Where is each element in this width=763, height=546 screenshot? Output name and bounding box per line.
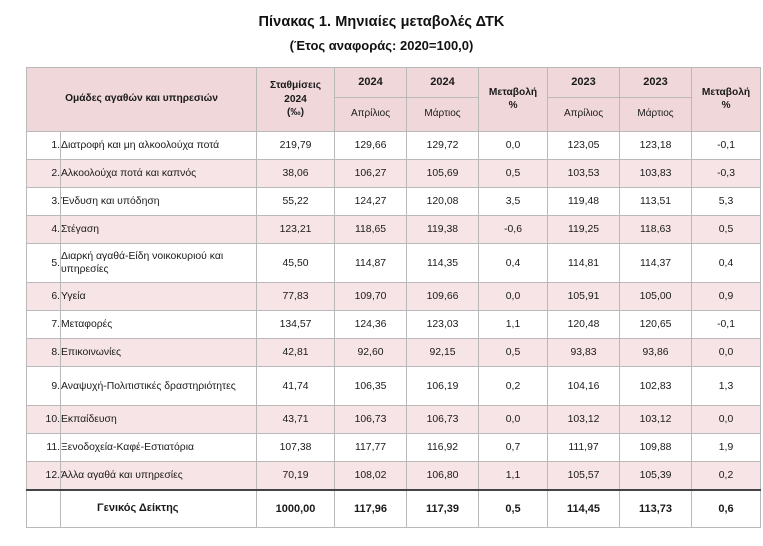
total-2024-mar: 117,39 xyxy=(407,490,479,528)
cpi-table xyxy=(26,67,761,528)
row-change-2: -0,1 xyxy=(692,132,761,160)
row-2024-apr: 118,65 xyxy=(335,216,407,244)
table-row xyxy=(27,132,761,160)
table-row xyxy=(27,434,761,462)
table-row xyxy=(27,160,761,188)
total-weight: 1000,00 xyxy=(257,490,335,528)
row-2024-apr: 117,77 xyxy=(335,434,407,462)
row-change-2: 0,9 xyxy=(692,283,761,311)
table-row xyxy=(27,462,761,491)
table-row xyxy=(27,283,761,311)
row-change-1: 0,4 xyxy=(479,244,548,283)
row-2024-mar: 123,03 xyxy=(407,311,479,339)
row-weight: 134,57 xyxy=(257,311,335,339)
row-index: 6. xyxy=(27,283,61,311)
header-change-1 xyxy=(479,68,548,132)
row-index: 7. xyxy=(27,311,61,339)
row-2024-apr: 114,87 xyxy=(335,244,407,283)
table-row xyxy=(27,367,761,406)
total-change-1: 0,5 xyxy=(479,490,548,528)
row-index: 11. xyxy=(27,434,61,462)
header-year-2024-b: 2024 xyxy=(407,68,479,98)
row-2023-mar: 123,18 xyxy=(620,132,692,160)
row-weight: 42,81 xyxy=(257,339,335,367)
row-2023-apr: 93,83 xyxy=(548,339,620,367)
row-change-2: 0,2 xyxy=(692,462,761,491)
table-row xyxy=(27,244,761,283)
row-2024-mar: 129,72 xyxy=(407,132,479,160)
row-2024-mar: 106,80 xyxy=(407,462,479,491)
row-index: 3. xyxy=(27,188,61,216)
total-2023-apr: 114,45 xyxy=(548,490,620,528)
row-change-1: 0,0 xyxy=(479,132,548,160)
row-2024-apr: 108,02 xyxy=(335,462,407,491)
header-change-2 xyxy=(692,68,761,132)
row-change-1: 0,0 xyxy=(479,283,548,311)
row-label: Διαρκή αγαθά-Είδη νοικοκυριού και υπηρεσίες xyxy=(61,244,257,283)
row-label: Άλλα αγαθά και υπηρεσίες xyxy=(61,462,257,491)
row-label: Ένδυση και υπόδηση xyxy=(61,188,257,216)
row-2024-mar: 109,66 xyxy=(407,283,479,311)
row-weight: 123,21 xyxy=(257,216,335,244)
row-2023-apr: 123,05 xyxy=(548,132,620,160)
row-change-2: 1,3 xyxy=(692,367,761,406)
row-2023-apr: 105,91 xyxy=(548,283,620,311)
row-weight: 70,19 xyxy=(257,462,335,491)
table-row xyxy=(27,188,761,216)
row-index: 4. xyxy=(27,216,61,244)
header-change-2-unit: % xyxy=(721,99,731,111)
row-2023-mar: 105,39 xyxy=(620,462,692,491)
row-2024-mar: 106,73 xyxy=(407,406,479,434)
header-year-2024-a: 2024 xyxy=(335,68,407,98)
row-change-2: 0,0 xyxy=(692,406,761,434)
table-container xyxy=(26,67,751,528)
row-change-1: 1,1 xyxy=(479,462,548,491)
row-2023-mar: 118,63 xyxy=(620,216,692,244)
row-change-1: 0,5 xyxy=(479,339,548,367)
row-weight: 77,83 xyxy=(257,283,335,311)
title-block xyxy=(0,0,763,53)
row-2023-apr: 119,25 xyxy=(548,216,620,244)
row-2023-mar: 93,86 xyxy=(620,339,692,367)
row-2024-apr: 109,70 xyxy=(335,283,407,311)
total-2024-apr: 117,96 xyxy=(335,490,407,528)
header-year-2023-b: 2023 xyxy=(620,68,692,98)
page-title: Πίνακας 1. Μηνιαίες μεταβολές ΔΤΚ xyxy=(258,14,505,30)
row-2024-mar: 105,69 xyxy=(407,160,479,188)
row-2023-apr: 114,81 xyxy=(548,244,620,283)
page-subtitle: (Έτος αναφοράς: 2020=100,0) xyxy=(289,38,474,53)
row-change-2: 5,3 xyxy=(692,188,761,216)
header-groups: Ομάδες αγαθών και υπηρεσιών xyxy=(27,68,257,132)
row-change-1: 0,0 xyxy=(479,406,548,434)
header-change-1-label: Μεταβολή xyxy=(488,86,538,98)
row-index: 8. xyxy=(27,339,61,367)
row-2023-mar: 109,88 xyxy=(620,434,692,462)
row-2024-apr: 106,27 xyxy=(335,160,407,188)
row-index: 9. xyxy=(27,367,61,406)
total-2023-mar: 113,73 xyxy=(620,490,692,528)
row-change-1: 0,7 xyxy=(479,434,548,462)
row-2023-apr: 120,48 xyxy=(548,311,620,339)
row-label: Διατροφή και μη αλκοολούχα ποτά xyxy=(61,132,257,160)
total-label: Γενικός Δείκτης xyxy=(61,490,257,528)
total-row xyxy=(27,490,761,528)
row-weight: 219,79 xyxy=(257,132,335,160)
row-2023-apr: 103,12 xyxy=(548,406,620,434)
row-change-1: 0,2 xyxy=(479,367,548,406)
table-row xyxy=(27,406,761,434)
header-row-1 xyxy=(27,68,761,98)
header-weights-line1: Σταθμίσεις xyxy=(270,79,321,91)
row-2023-mar: 114,37 xyxy=(620,244,692,283)
row-weight: 107,38 xyxy=(257,434,335,462)
row-2024-mar: 119,38 xyxy=(407,216,479,244)
total-index xyxy=(27,490,61,528)
row-label: Ξενοδοχεία-Καφέ-Εστιατόρια xyxy=(61,434,257,462)
row-index: 5. xyxy=(27,244,61,283)
row-2023-mar: 103,12 xyxy=(620,406,692,434)
row-2023-mar: 102,83 xyxy=(620,367,692,406)
row-2024-mar: 120,08 xyxy=(407,188,479,216)
row-2023-mar: 120,65 xyxy=(620,311,692,339)
row-change-2: 1,9 xyxy=(692,434,761,462)
row-label: Αλκοολούχα ποτά και καπνός xyxy=(61,160,257,188)
row-2023-mar: 113,51 xyxy=(620,188,692,216)
header-change-1-unit: % xyxy=(508,99,518,111)
row-2024-mar: 116,92 xyxy=(407,434,479,462)
table-row xyxy=(27,311,761,339)
row-2023-apr: 119,48 xyxy=(548,188,620,216)
row-2023-mar: 105,00 xyxy=(620,283,692,311)
row-2023-apr: 111,97 xyxy=(548,434,620,462)
row-2024-apr: 92,60 xyxy=(335,339,407,367)
header-month-2024-mar: Μάρτιος xyxy=(407,98,479,132)
header-weights xyxy=(257,68,335,132)
row-change-1: 0,5 xyxy=(479,160,548,188)
row-2023-apr: 104,16 xyxy=(548,367,620,406)
row-weight: 43,71 xyxy=(257,406,335,434)
row-index: 12. xyxy=(27,462,61,491)
row-2023-apr: 105,57 xyxy=(548,462,620,491)
total-change-2: 0,6 xyxy=(692,490,761,528)
row-weight: 41,74 xyxy=(257,367,335,406)
header-month-2023-apr: Απρίλιος xyxy=(548,98,620,132)
row-index: 1. xyxy=(27,132,61,160)
row-2024-mar: 92,15 xyxy=(407,339,479,367)
row-2023-mar: 103,83 xyxy=(620,160,692,188)
table-row xyxy=(27,216,761,244)
row-index: 2. xyxy=(27,160,61,188)
row-label: Εκπαίδευση xyxy=(61,406,257,434)
row-label: Υγεία xyxy=(61,283,257,311)
row-index: 10. xyxy=(27,406,61,434)
row-2024-apr: 106,35 xyxy=(335,367,407,406)
header-weights-line3: (‰) xyxy=(287,107,304,119)
row-change-2: -0,3 xyxy=(692,160,761,188)
header-change-2-label: Μεταβολή xyxy=(701,86,751,98)
row-label: Αναψυχή-Πολιτιστικές δραστηριότητες xyxy=(61,367,257,406)
row-weight: 45,50 xyxy=(257,244,335,283)
row-2024-mar: 114,35 xyxy=(407,244,479,283)
row-label: Επικοινωνίες xyxy=(61,339,257,367)
row-change-2: 0,4 xyxy=(692,244,761,283)
table-header xyxy=(27,68,761,132)
row-change-2: 0,5 xyxy=(692,216,761,244)
row-weight: 55,22 xyxy=(257,188,335,216)
header-month-2023-mar: Μάρτιος xyxy=(620,98,692,132)
row-2024-mar: 106,19 xyxy=(407,367,479,406)
row-2024-apr: 129,66 xyxy=(335,132,407,160)
row-2023-apr: 103,53 xyxy=(548,160,620,188)
row-2024-apr: 124,27 xyxy=(335,188,407,216)
header-weights-line2: 2024 xyxy=(284,93,307,105)
row-change-1: 3,5 xyxy=(479,188,548,216)
row-change-1: -0,6 xyxy=(479,216,548,244)
row-weight: 38,06 xyxy=(257,160,335,188)
row-change-2: -0,1 xyxy=(692,311,761,339)
table-body xyxy=(27,132,761,528)
header-year-2023-a: 2023 xyxy=(548,68,620,98)
row-label: Μεταφορές xyxy=(61,311,257,339)
row-change-2: 0,0 xyxy=(692,339,761,367)
row-change-1: 1,1 xyxy=(479,311,548,339)
row-label: Στέγαση xyxy=(61,216,257,244)
row-2024-apr: 106,73 xyxy=(335,406,407,434)
header-month-2024-apr: Απρίλιος xyxy=(335,98,407,132)
table-row xyxy=(27,339,761,367)
row-2024-apr: 124,36 xyxy=(335,311,407,339)
